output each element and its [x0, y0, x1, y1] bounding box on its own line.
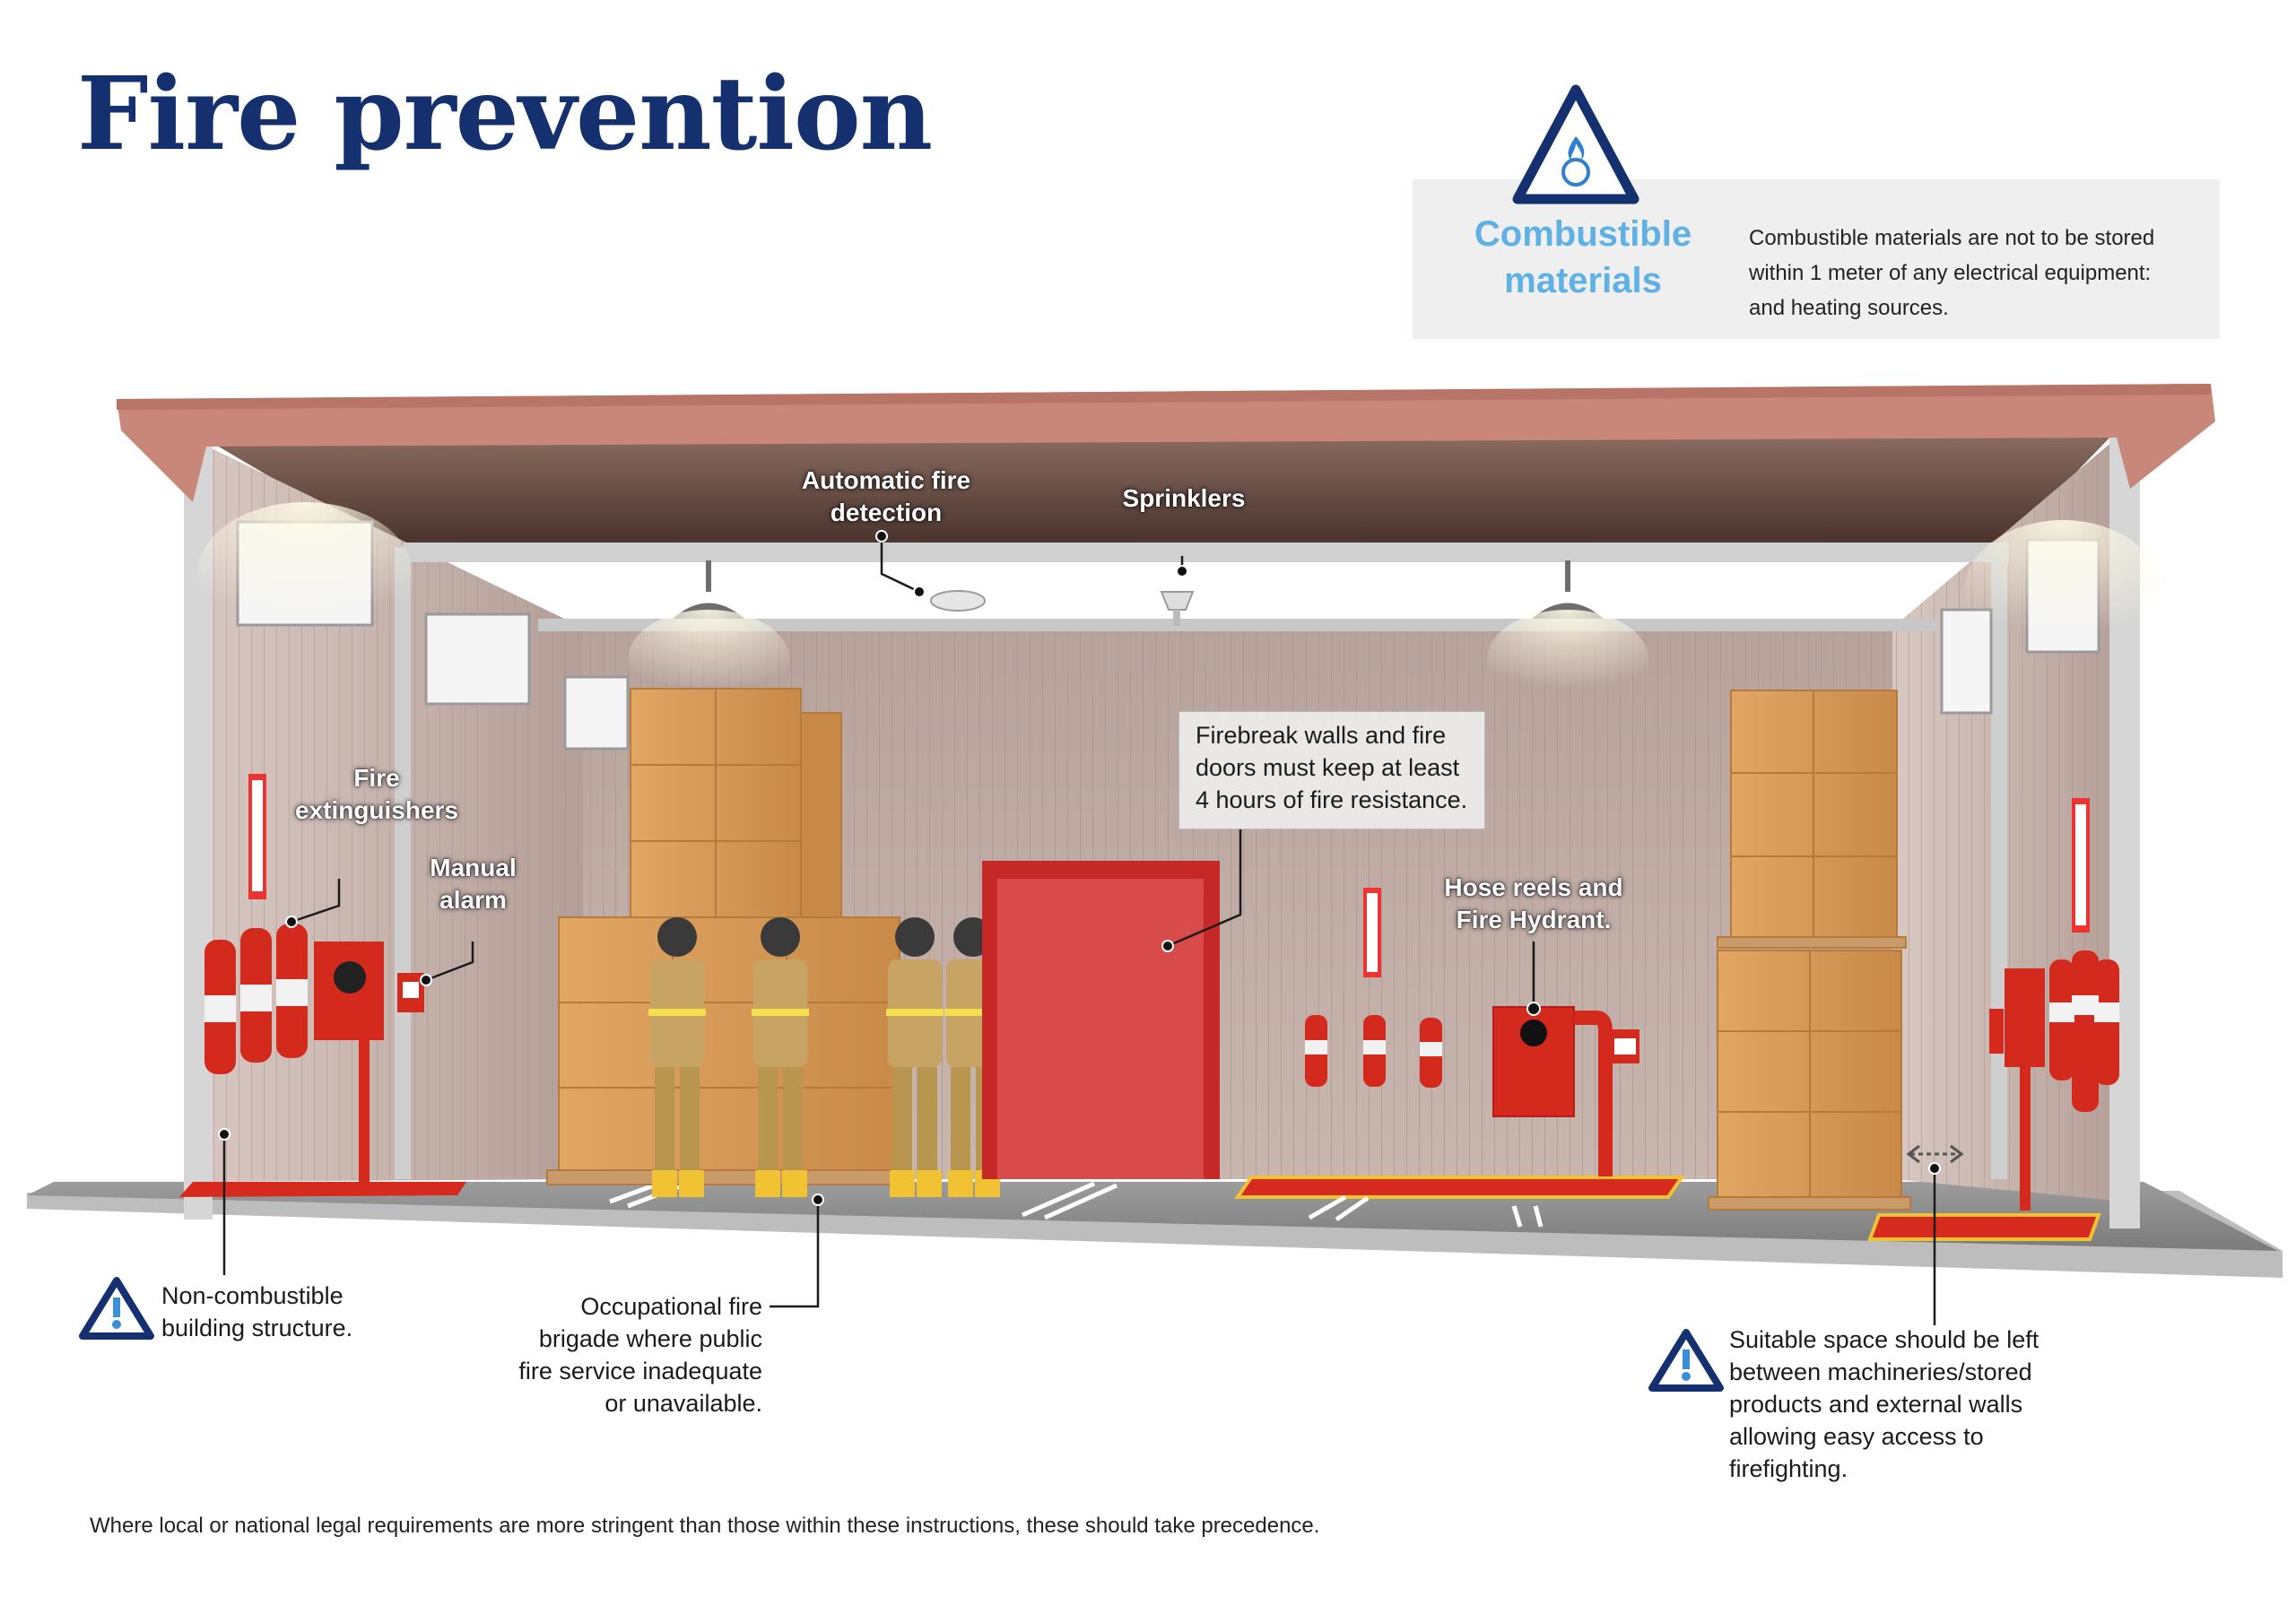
combustible-heading [1444, 211, 1722, 304]
combustible-description [1749, 221, 2206, 325]
note-noncombustible-structure [161, 1280, 430, 1344]
label-manual-alarm-line1: Manual [430, 854, 517, 881]
note-space-line2: between machineries/stored [1729, 1358, 2032, 1385]
label-automatic-fire-detection [787, 464, 985, 529]
note-brigade-line1: Occupational fire [580, 1293, 762, 1320]
note-space-line5: firefighting. [1729, 1455, 1848, 1482]
combustible-text-line1: Combustible materials are not to be stored [1749, 226, 2155, 250]
note-brigade-line4: or unavailable. [604, 1390, 762, 1417]
firebreak-line1: Firebreak walls and fire [1196, 722, 1447, 749]
combustible-heading-line2: materials [1504, 261, 1662, 300]
note-space-line1: Suitable space should be left [1729, 1326, 2039, 1353]
combustible-heading-line1: Combustible [1474, 214, 1692, 254]
warning-icon-spacing [1652, 1332, 1720, 1388]
note-space-line3: products and external walls [1729, 1391, 2023, 1418]
label-manual-alarm-line2: alarm [439, 886, 507, 914]
note-brigade-line3: fire service inadequate [518, 1358, 762, 1384]
footnote: Where local or national legal requirements are more stringent than those within these instructions, these should take precedence. [90, 1514, 1320, 1538]
note-noncombustible-line2: building structure. [161, 1315, 353, 1341]
label-hose-reels-hydrant [1431, 872, 1637, 936]
label-fire-ext-line2: extinguishers [294, 796, 459, 824]
warning-icon-structure [83, 1280, 151, 1336]
firebreak-line2: doors must keep at least [1196, 754, 1460, 781]
flammable-warning-icon [1518, 90, 1634, 199]
label-hose-line1: Hose reels and [1444, 873, 1623, 901]
firebreak-line3: 4 hours of fire resistance. [1196, 786, 1468, 813]
note-occupational-brigade [466, 1290, 762, 1419]
label-auto-detection-line2: detection [830, 499, 943, 526]
page-title: Fire prevention [77, 56, 933, 173]
label-hose-line2: Fire Hydrant. [1456, 906, 1612, 933]
label-auto-detection-line1: Automatic fire [801, 466, 971, 494]
label-manual-alarm [417, 852, 529, 916]
combustible-text-line2: within 1 meter of any electrical equipment: [1749, 261, 2152, 285]
note-noncombustible-line1: Non-combustible [161, 1282, 344, 1309]
label-fire-ext-line1: Fire [353, 764, 400, 792]
combustible-text-line3: and heating sources. [1749, 296, 1949, 320]
note-brigade-line2: brigade where public [538, 1325, 762, 1352]
storage-boxes-right [1709, 690, 1910, 1210]
note-space-line4: allowing easy access to [1729, 1423, 1984, 1450]
note-suitable-space [1729, 1324, 2070, 1485]
label-fire-extinguishers [287, 762, 466, 827]
fire-door [982, 861, 1220, 1179]
firebreak-callout-text [1196, 719, 1483, 816]
label-sprinklers: Sprinklers [1122, 484, 1246, 512]
